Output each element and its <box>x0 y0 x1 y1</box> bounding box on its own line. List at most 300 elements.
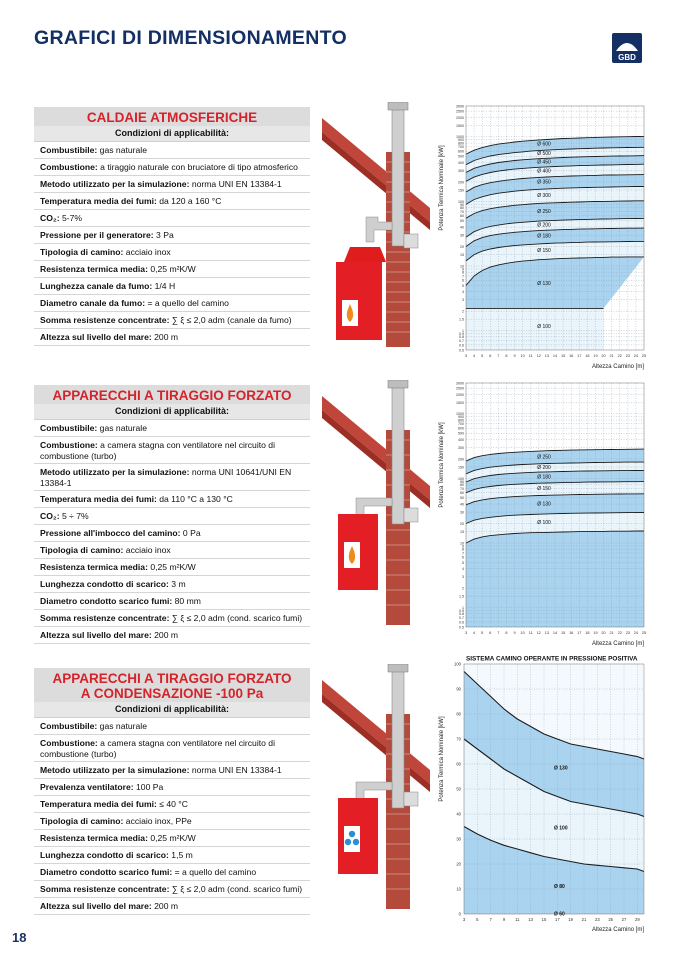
spec-value: 200 m <box>151 332 179 342</box>
spec-label: Diametro condotto scarico fumi: <box>40 867 173 877</box>
x-tick-label: 13 <box>544 631 550 635</box>
series-label: Ø 450 <box>537 159 551 166</box>
y-tick-label: 2500 <box>456 109 464 114</box>
spec-label: Somma resistenze concentrate: <box>40 884 170 894</box>
y-tick-label: 30 <box>460 510 464 515</box>
x-tick-label: 25 <box>608 917 614 922</box>
x-tick-label: 25 <box>641 354 647 358</box>
spec-row <box>34 193 310 210</box>
y-tick-label: 40 <box>456 811 461 817</box>
spec-row <box>34 261 310 278</box>
y-tick-label: 30 <box>456 836 461 842</box>
x-tick-label: 21 <box>609 631 614 635</box>
x-tick-label: 17 <box>554 917 560 922</box>
y-axis-label: Potenza Termica Nominale [kW] <box>439 145 445 231</box>
x-tick-label: 7 <box>497 631 500 635</box>
x-tick-label: 5 <box>481 631 484 635</box>
x-tick-label: 11 <box>515 917 520 922</box>
spec-row <box>34 295 310 312</box>
x-tick-label: 9 <box>502 917 506 922</box>
x-tick-label: 3 <box>464 631 468 635</box>
y-tick-label: 2000 <box>456 392 464 397</box>
x-tick-label: 19 <box>568 917 574 922</box>
y-tick-label: 2 <box>462 586 464 591</box>
chart-tiraggio-forzato <box>434 377 649 657</box>
y-tick-label: 4 <box>462 567 464 572</box>
section-heading <box>34 668 310 702</box>
x-tick-label: 19 <box>593 354 598 358</box>
spec-label: Tipologia di camino: <box>40 247 124 257</box>
series-label: Ø 130 <box>537 501 551 508</box>
y-axis-label: Potenza Termica Nominale [kW] <box>439 422 445 508</box>
section-heading-line: A CONDENSAZIONE -100 Pa <box>80 686 264 701</box>
spec-label: Tipologia di camino: <box>40 816 124 826</box>
y-tick-label: 7 <box>462 551 464 556</box>
spec-label: Combustione: <box>40 738 98 748</box>
spec-row <box>34 864 310 881</box>
spec-label: Diametro canale da fumo: <box>40 298 146 308</box>
y-tick-label: 400 <box>458 437 464 442</box>
section-heading <box>34 107 310 126</box>
y-tick-label: 20 <box>456 861 461 867</box>
x-tick-label: 10 <box>520 631 525 635</box>
y-tick-label: 1 <box>462 605 464 610</box>
x-tick-label: 24 <box>633 354 639 358</box>
x-tick-label: 8 <box>505 354 508 358</box>
series-label: Ø 180 <box>537 233 551 240</box>
spec-value: da 110 °C a 130 °C <box>156 494 233 504</box>
x-tick-label: 22 <box>617 354 622 358</box>
series-label: Ø 60 <box>554 911 565 918</box>
spec-value: ∑ ξ ≤ 2,0 adm (canale da fumo) <box>169 315 292 325</box>
series-label: Ø 80 <box>554 884 565 890</box>
y-tick-label: 0.7 <box>459 338 464 343</box>
spec-label: Combustione: <box>40 162 98 172</box>
series-band <box>466 531 644 627</box>
x-tick-label: 15 <box>560 354 566 358</box>
spec-label: Combustibile: <box>40 423 98 433</box>
logo-text: GBD <box>618 53 636 62</box>
spec-table-caldaie-atmosferiche <box>34 107 310 346</box>
x-tick-label: 5 <box>481 354 484 358</box>
y-tick-label: 0.8 <box>459 612 464 617</box>
section-heading-line: CALDAIE ATMOSFERICHE <box>86 110 258 125</box>
y-tick-label: 400 <box>458 160 464 165</box>
spec-label: CO₂: <box>40 511 60 521</box>
spec-value: a camera stagna con ventilatore nel circuito di combustione (turbo) <box>40 440 275 461</box>
spec-value: acciaio inox <box>123 247 171 257</box>
spec-value: 200 m <box>151 901 179 911</box>
series-label: Ø 200 <box>537 464 551 471</box>
spec-row <box>34 881 310 898</box>
y-tick-label: 100 <box>454 661 461 667</box>
y-tick-label: 1.5 <box>459 317 464 322</box>
spec-value: 200 m <box>151 630 179 640</box>
spec-value: gas naturale <box>97 721 147 731</box>
y-tick-label: 1000 <box>456 412 464 417</box>
x-tick-label: 25 <box>641 631 647 635</box>
spec-value: 0,25 m²K/W <box>147 264 196 274</box>
spec-label: Resistenza termica media: <box>40 562 148 572</box>
spec-value: gas naturale <box>97 423 147 433</box>
illustration-atmospheric-boiler <box>318 102 430 347</box>
y-tick-label: 60 <box>460 491 464 496</box>
x-tick-label: 5 <box>476 917 479 922</box>
spec-label: Resistenza termica media: <box>40 833 148 843</box>
y-tick-label: 6 <box>462 555 464 560</box>
y-tick-label: 5 <box>462 283 464 288</box>
y-tick-label: 600 <box>458 149 464 154</box>
y-tick-label: 0.9 <box>459 608 464 613</box>
gbd-logo <box>612 33 642 63</box>
spec-value: 5-7% <box>59 213 83 223</box>
series-label: Ø 250 <box>537 208 551 215</box>
y-tick-label: 8 <box>462 270 464 275</box>
y-tick-label: 150 <box>458 465 464 470</box>
spec-table-condensazione <box>34 668 310 915</box>
chart-condensazione <box>434 652 649 937</box>
spec-value: 100 Pa <box>133 782 164 792</box>
y-tick-label: 1500 <box>456 123 464 128</box>
spec-value: 1,5 m <box>168 850 193 860</box>
series-label: Ø 150 <box>537 486 551 493</box>
y-tick-label: 500 <box>458 154 464 159</box>
y-tick-label: 1000 <box>456 135 464 140</box>
spec-row <box>34 847 310 864</box>
y-tick-label: 500 <box>458 431 464 436</box>
y-tick-label: 40 <box>460 502 464 507</box>
spec-value: 80 mm <box>172 596 201 606</box>
series-label: Ø 130 <box>554 765 568 772</box>
spec-row <box>34 898 310 915</box>
y-tick-label: 30 <box>460 233 464 238</box>
x-tick-label: 24 <box>633 631 639 635</box>
series-label: Ø 100 <box>537 520 551 527</box>
spec-table-tiraggio-forzato <box>34 385 310 644</box>
y-tick-label: 40 <box>460 225 464 230</box>
y-tick-label: 0.8 <box>459 335 464 340</box>
spec-label: Altezza sul livello del mare: <box>40 901 152 911</box>
y-tick-label: 100 <box>458 476 464 481</box>
y-tick-label: 6 <box>462 278 464 283</box>
conditions-subtitle: Condizioni di applicabilità: <box>34 126 310 142</box>
x-tick-label: 7 <box>497 354 500 358</box>
spec-row <box>34 610 310 627</box>
spec-value: a camera stagna con ventilatore nel circuito di combustione (turbo) <box>40 738 275 759</box>
y-tick-label: 4 <box>462 290 464 295</box>
series-label: Ø 250 <box>537 454 551 461</box>
y-tick-label: 20 <box>460 521 464 526</box>
spec-row <box>34 244 310 261</box>
y-tick-label: 50 <box>460 496 464 501</box>
y-tick-label: 700 <box>458 422 464 427</box>
y-tick-label: 0.5 <box>459 625 464 630</box>
spec-value: norma UNI EN 13384-1 <box>189 179 282 189</box>
y-tick-label: 800 <box>458 418 464 423</box>
chart-title: SISTEMA CAMINO OPERANTE IN PRESSIONE POSITIVA <box>466 655 638 663</box>
y-tick-label: 2 <box>462 309 464 314</box>
x-tick-label: 16 <box>569 354 574 358</box>
spec-label: Combustione: <box>40 440 98 450</box>
spec-row <box>34 329 310 346</box>
x-tick-label: 6 <box>489 354 492 358</box>
spec-label: Somma resistenze concentrate: <box>40 613 170 623</box>
spec-label: Temperatura media dei fumi: <box>40 799 157 809</box>
spec-value: acciaio inox, PPe <box>123 816 192 826</box>
y-tick-label: 300 <box>458 445 464 450</box>
y-tick-label: 7 <box>462 274 464 279</box>
spec-row <box>34 312 310 329</box>
x-tick-label: 13 <box>544 354 550 358</box>
x-tick-label: 29 <box>634 917 640 922</box>
spec-row <box>34 796 310 813</box>
spec-row <box>34 227 310 244</box>
series-label: Ø 100 <box>537 323 551 330</box>
spec-value: a tiraggio naturale con bruciatore di tipo atmosferico <box>97 162 298 172</box>
x-tick-label: 23 <box>594 917 600 922</box>
y-tick-label: 0.9 <box>459 331 464 336</box>
spec-label: Pressione all'imbocco del camino: <box>40 528 181 538</box>
y-tick-label: 700 <box>458 145 464 150</box>
spec-label: Metodo utilizzato per la simulazione: <box>40 179 190 189</box>
x-tick-label: 23 <box>625 354 630 358</box>
y-tick-label: 8 <box>462 547 464 552</box>
spec-value: 5 ÷ 7% <box>59 511 89 521</box>
x-tick-label: 20 <box>601 631 606 635</box>
spec-value: 1/4 H <box>152 281 176 291</box>
spec-label: Resistenza termica media: <box>40 264 148 274</box>
spec-label: Combustibile: <box>40 721 98 731</box>
y-tick-label: 80 <box>460 483 464 488</box>
series-label: Ø 130 <box>537 280 551 287</box>
spec-row <box>34 159 310 176</box>
y-tick-label: 90 <box>456 686 461 692</box>
spec-value: acciaio inox <box>123 545 171 555</box>
y-tick-label: 1 <box>462 328 464 333</box>
page-number: 18 <box>12 930 27 945</box>
x-tick-label: 9 <box>513 354 516 358</box>
x-axis-label: Altezza Camino [m] <box>591 927 644 933</box>
x-tick-label: 6 <box>489 631 492 635</box>
spec-row <box>34 735 310 762</box>
spec-row <box>34 525 310 542</box>
spec-value: 0 Pa <box>180 528 201 538</box>
y-tick-label: 0.7 <box>459 615 464 620</box>
spec-label: Lunghezza condotto di scarico: <box>40 579 169 589</box>
spec-row <box>34 559 310 576</box>
series-label: Ø 180 <box>537 474 551 481</box>
page-title: GRAFICI DI DIMENSIONAMENTO <box>34 27 347 49</box>
y-tick-label: 0.6 <box>459 620 464 625</box>
x-tick-label: 8 <box>505 631 508 635</box>
series-label: Ø 600 <box>537 141 551 148</box>
spec-label: Somma resistenze concentrate: <box>40 315 170 325</box>
y-tick-label: 80 <box>456 711 461 717</box>
x-tick-label: 13 <box>528 917 534 922</box>
spec-value: = a quello del camino <box>145 298 229 308</box>
spec-row <box>34 464 310 491</box>
spec-row <box>34 593 310 610</box>
y-tick-label: 3000 <box>456 104 464 109</box>
y-tick-label: 3000 <box>456 381 464 386</box>
y-tick-label: 90 <box>460 479 464 484</box>
spec-row <box>34 491 310 508</box>
spec-label: Lunghezza canale da fumo: <box>40 281 153 291</box>
y-tick-label: 9 <box>462 267 464 272</box>
spec-value: 3 m <box>168 579 186 589</box>
spec-value: ∑ ξ ≤ 2,0 adm (cond. scarico fumi) <box>169 884 303 894</box>
spec-row <box>34 508 310 525</box>
conditions-subtitle: Condizioni di applicabilità: <box>34 702 310 718</box>
y-tick-label: 10 <box>460 264 464 269</box>
spec-value: norma UNI EN 13384-1 <box>189 765 282 775</box>
y-tick-label: 70 <box>460 209 464 214</box>
y-tick-label: 10 <box>456 886 461 892</box>
spec-row <box>34 779 310 796</box>
x-tick-label: 17 <box>577 354 582 358</box>
spec-value: 0,25 m²K/W <box>147 562 196 572</box>
x-tick-label: 15 <box>541 917 547 922</box>
x-tick-label: 11 <box>528 354 533 358</box>
y-tick-label: 15 <box>460 253 464 258</box>
spec-row <box>34 813 310 830</box>
x-tick-label: 14 <box>552 354 558 358</box>
spec-value: 3 Pa <box>153 230 174 240</box>
spec-row <box>34 576 310 593</box>
series-label: Ø 350 <box>537 179 551 186</box>
y-tick-label: 600 <box>458 426 464 431</box>
y-tick-label: 200 <box>458 457 464 462</box>
y-tick-label: 60 <box>460 214 464 219</box>
y-tick-label: 2500 <box>456 386 464 391</box>
spec-row <box>34 210 310 227</box>
illustration-condensing-boiler <box>318 664 430 909</box>
y-tick-label: 80 <box>460 206 464 211</box>
spec-label: Altezza sul livello del mare: <box>40 332 152 342</box>
spec-value: norma UNI 10641/UNI EN 13384-1 <box>40 467 292 488</box>
x-tick-label: 22 <box>617 631 622 635</box>
spec-value: 0,25 m²K/W <box>147 833 196 843</box>
series-label: Ø 150 <box>537 248 551 255</box>
spec-label: Combustibile: <box>40 145 98 155</box>
spec-value: ≤ 40 °C <box>156 799 188 809</box>
y-tick-label: 900 <box>458 138 464 143</box>
x-tick-label: 3 <box>462 917 466 922</box>
x-tick-label: 18 <box>585 631 590 635</box>
x-tick-label: 4 <box>473 631 476 635</box>
x-tick-label: 10 <box>520 354 525 358</box>
spec-label: Lunghezza condotto di scarico: <box>40 850 169 860</box>
x-tick-label: 20 <box>601 354 606 358</box>
chart-svg <box>434 652 649 937</box>
y-tick-label: 3 <box>462 575 464 580</box>
y-tick-label: 1.5 <box>459 594 464 599</box>
x-axis-label: Altezza Camino [m] <box>591 364 644 370</box>
x-tick-label: 16 <box>569 631 574 635</box>
x-tick-label: 12 <box>536 631 541 635</box>
spec-row <box>34 278 310 295</box>
y-tick-label: 0.5 <box>459 348 464 353</box>
x-tick-label: 17 <box>577 631 582 635</box>
y-tick-label: 70 <box>460 486 464 491</box>
y-tick-label: 200 <box>458 180 464 185</box>
series-label: Ø 500 <box>537 150 551 157</box>
x-tick-label: 4 <box>473 354 476 358</box>
y-tick-label: 90 <box>460 202 464 207</box>
series-label: Ø 300 <box>537 192 551 199</box>
chart-svg <box>434 100 649 380</box>
y-tick-label: 50 <box>460 219 464 224</box>
x-axis-label: Altezza Camino [m] <box>591 641 644 647</box>
spec-value: gas naturale <box>97 145 147 155</box>
spec-row <box>34 627 310 644</box>
chart-svg <box>434 377 649 657</box>
y-tick-label: 20 <box>460 244 464 249</box>
y-tick-label: 3 <box>462 298 464 303</box>
spec-label: Tipologia di camino: <box>40 545 124 555</box>
y-tick-label: 9 <box>462 544 464 549</box>
spec-label: Prevalenza ventilatore: <box>40 782 134 792</box>
y-tick-label: 150 <box>458 188 464 193</box>
section-heading-line: APPARECCHI A TIRAGGIO FORZATO <box>52 671 292 686</box>
y-tick-label: 300 <box>458 168 464 173</box>
x-tick-label: 21 <box>609 354 614 358</box>
x-tick-label: 7 <box>489 917 492 922</box>
spec-value: da 120 a 160 °C <box>156 196 222 206</box>
y-axis-label: Potenza Termica Nominale [kW] <box>439 716 445 802</box>
y-tick-label: 60 <box>456 761 461 767</box>
spec-row <box>34 718 310 735</box>
conditions-subtitle: Condizioni di applicabilità: <box>34 404 310 420</box>
x-tick-label: 27 <box>621 917 627 922</box>
x-tick-label: 21 <box>581 917 587 922</box>
x-tick-label: 15 <box>560 631 566 635</box>
x-tick-label: 9 <box>513 631 516 635</box>
y-tick-label: 0 <box>458 911 461 917</box>
spec-label: Pressione per il generatore: <box>40 230 154 240</box>
spec-value: ∑ ξ ≤ 2,0 adm (cond. scarico fumi) <box>169 613 303 623</box>
series-label: Ø 400 <box>537 168 551 175</box>
spec-row <box>34 762 310 779</box>
series-label: Ø 200 <box>537 222 551 229</box>
series-band <box>466 308 604 350</box>
x-tick-label: 14 <box>552 631 558 635</box>
y-tick-label: 50 <box>456 786 461 792</box>
x-tick-label: 11 <box>528 631 533 635</box>
spec-label: Temperatura media dei fumi: <box>40 494 157 504</box>
section-heading <box>34 385 310 404</box>
spec-row <box>34 830 310 847</box>
spec-label: Diametro condotto scarico fumi: <box>40 596 173 606</box>
chart-caldaie-atmosferiche <box>434 100 649 380</box>
y-tick-label: 0.6 <box>459 343 464 348</box>
series-label: Ø 100 <box>554 825 568 832</box>
y-tick-label: 800 <box>458 141 464 146</box>
illustration-forced-draft-boiler <box>318 380 430 625</box>
x-tick-label: 3 <box>464 354 468 358</box>
spec-row <box>34 176 310 193</box>
spec-label: Metodo utilizzato per la simulazione: <box>40 765 190 775</box>
y-tick-label: 70 <box>456 736 461 742</box>
spec-row <box>34 542 310 559</box>
spec-row <box>34 420 310 437</box>
spec-value: = a quello del camino <box>172 867 257 877</box>
section-heading-line: APPARECCHI A TIRAGGIO FORZATO <box>52 388 292 403</box>
x-tick-label: 23 <box>625 631 630 635</box>
y-tick-label: 1500 <box>456 400 464 405</box>
x-tick-label: 12 <box>536 354 541 358</box>
y-tick-label: 900 <box>458 415 464 420</box>
